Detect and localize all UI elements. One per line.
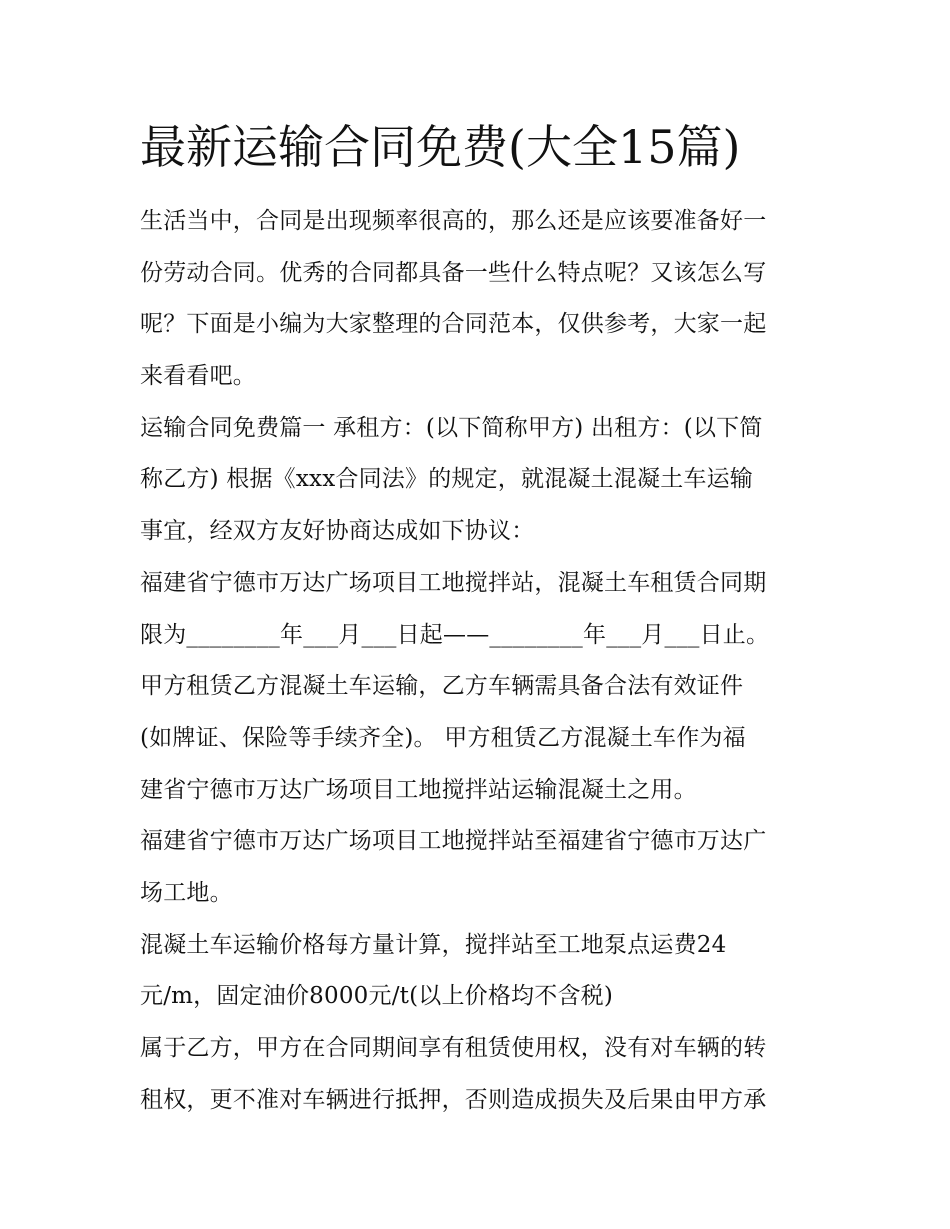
body-line-17: 属于乙方，甲方在合同期间享有租赁使用权，没有对车辆的转 xyxy=(140,1035,767,1061)
document-title: 最新运输合同免费(大全15篇) xyxy=(140,120,741,174)
body-line-16: 元/m，固定油价8000元/t(以上价格均不含税) xyxy=(140,983,614,1010)
body-line-6: 称乙方) 根据《xxx合同法》的规定，就混凝土混凝土车运输 xyxy=(140,466,753,493)
document-body xyxy=(140,196,820,1126)
body-line-14: 场工地。 xyxy=(140,879,233,906)
body-line-10: 甲方租赁乙方混凝土车运输，乙方车辆需具备合法有效证件 xyxy=(140,673,744,700)
body-line-4: 来看看吧。 xyxy=(140,363,256,390)
body-line-11: (如牌证、保险等手续齐全)。 甲方租赁乙方混凝土车作为福 xyxy=(140,724,746,751)
body-line-8: 福建省宁德市万达广场项目工地搅拌站，混凝土车租赁合同期 xyxy=(140,569,767,596)
body-line-5: 运输合同免费篇一 承租方：(以下简称甲方) 出租方：(以下简 xyxy=(140,414,763,441)
body-line-18: 租权，更不准对车辆进行抵押，否则造成损失及后果由甲方承 xyxy=(140,1086,767,1113)
body-line-9: 限为________年___月___日起——________年___月___日止。 xyxy=(140,621,770,648)
body-line-3: 呢？下面是小编为大家整理的合同范本，仅供参考，大家一起 xyxy=(140,311,767,338)
body-line-12: 建省宁德市万达广场项目工地搅拌站运输混凝土之用。 xyxy=(140,776,697,803)
body-line-15: 混凝土车运输价格每方量计算，搅拌站至工地泵点运费24 xyxy=(140,931,727,958)
body-line-2: 份劳动合同。优秀的合同都具备一些什么特点呢？又该怎么写 xyxy=(140,259,767,286)
body-line-7: 事宜，经双方友好协商达成如下协议： xyxy=(140,518,535,545)
body-line-1: 生活当中，合同是出现频率很高的，那么还是应该要准备好一 xyxy=(140,208,767,234)
body-line-13: 福建省宁德市万达广场项目工地搅拌站至福建省宁德市万达广 xyxy=(140,828,767,855)
